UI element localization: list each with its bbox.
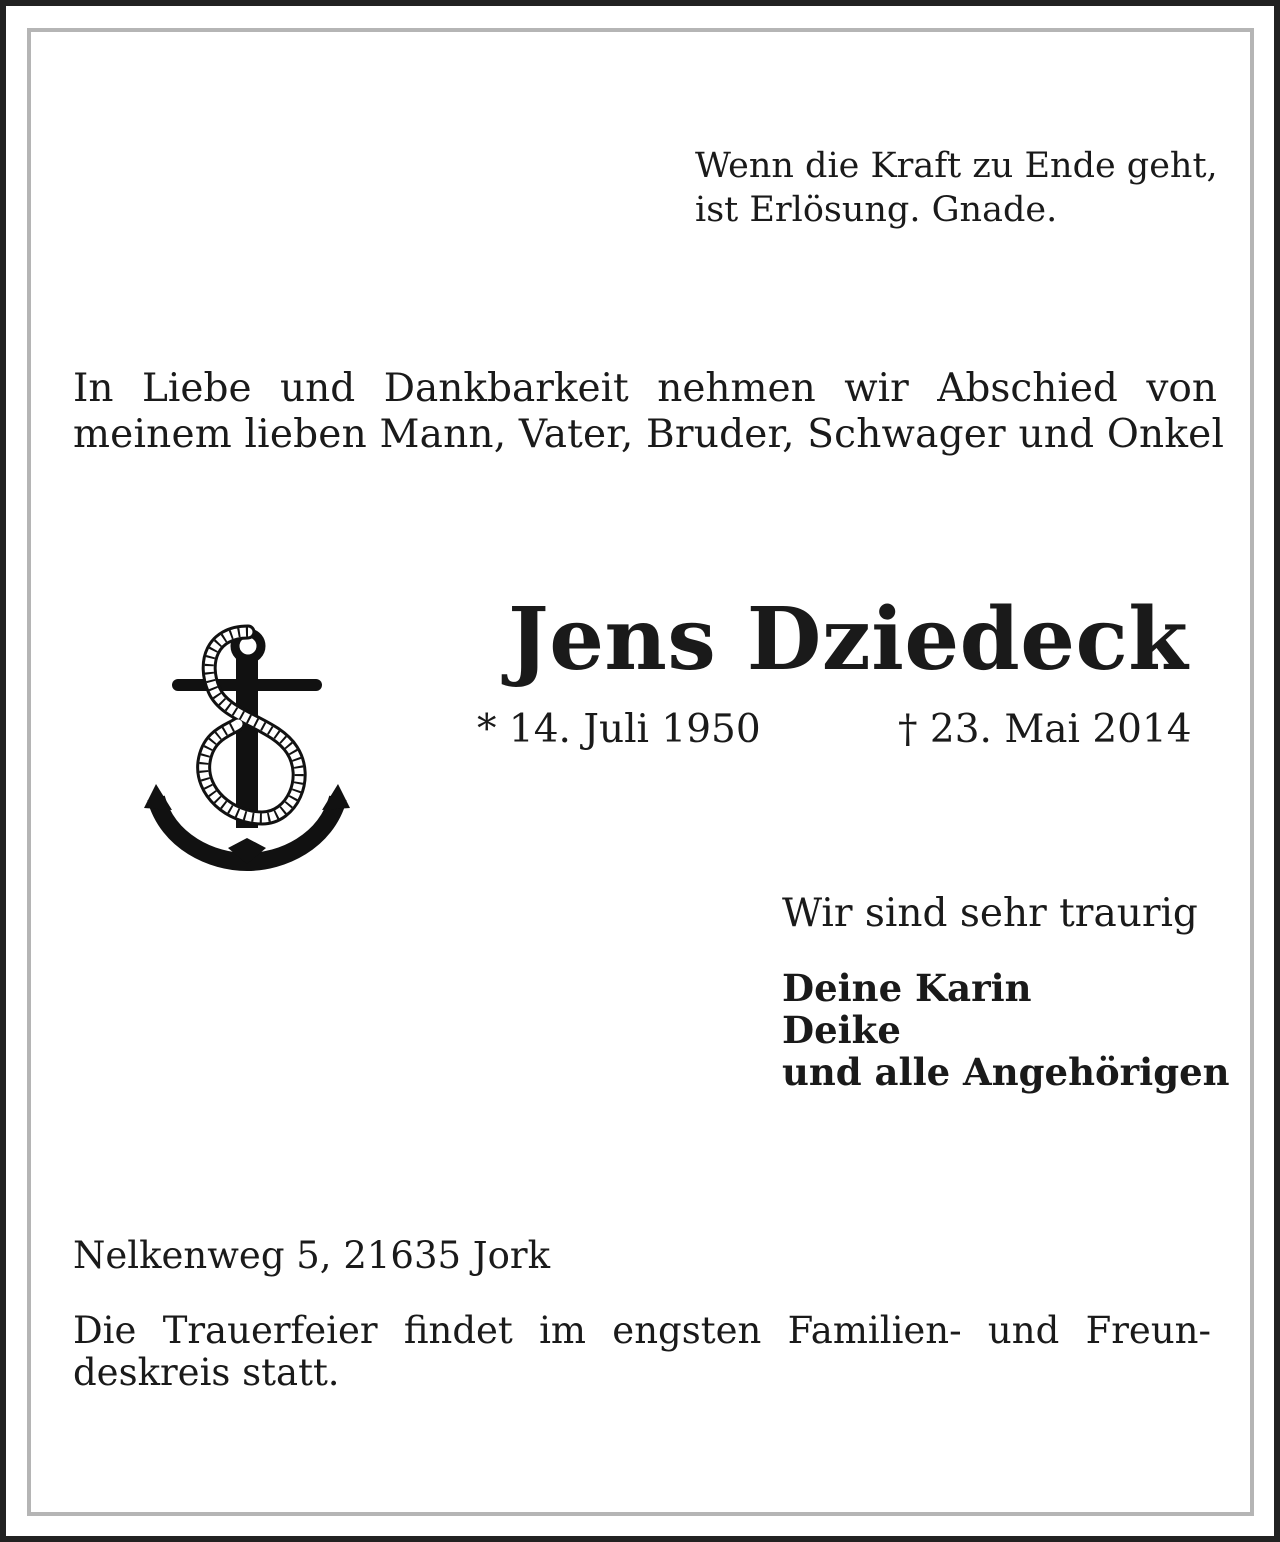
intro-line-2: meinem lieben Mann, Vater, Bruder, Schwager und Onkel	[73, 412, 1225, 457]
ceremony-line-1: Die Trauerfeier findet im engsten Familien- und Freun-	[73, 1309, 1211, 1352]
intro-text	[73, 366, 1225, 458]
address: Nelkenweg 5, 21635 Jork	[73, 1234, 551, 1277]
signer: und alle Angehörigen	[782, 1050, 1230, 1094]
signer: Deike	[782, 1008, 901, 1052]
signer: Deine Karin	[782, 966, 1032, 1010]
anchor-icon	[142, 612, 354, 874]
birth-date: * 14. Juli 1950	[477, 707, 761, 752]
grief-statement: Wir sind sehr traurig	[782, 891, 1198, 936]
signers-list	[782, 967, 1230, 1093]
deceased-name: Jens Dziedeck	[508, 589, 1189, 690]
death-date: † 23. Mai 2014	[898, 707, 1192, 752]
motto-line-2: ist Erlösung. Gnade.	[695, 190, 1058, 230]
ceremony-line-2: deskreis statt.	[73, 1351, 340, 1394]
ceremony-notice	[73, 1310, 1211, 1394]
intro-line-1: In Liebe und Dankbarkeit nehmen wir Abschied von	[73, 366, 1217, 411]
motto-quote	[695, 144, 1255, 232]
motto-line-1: Wenn die Kraft zu Ende geht,	[695, 146, 1218, 186]
